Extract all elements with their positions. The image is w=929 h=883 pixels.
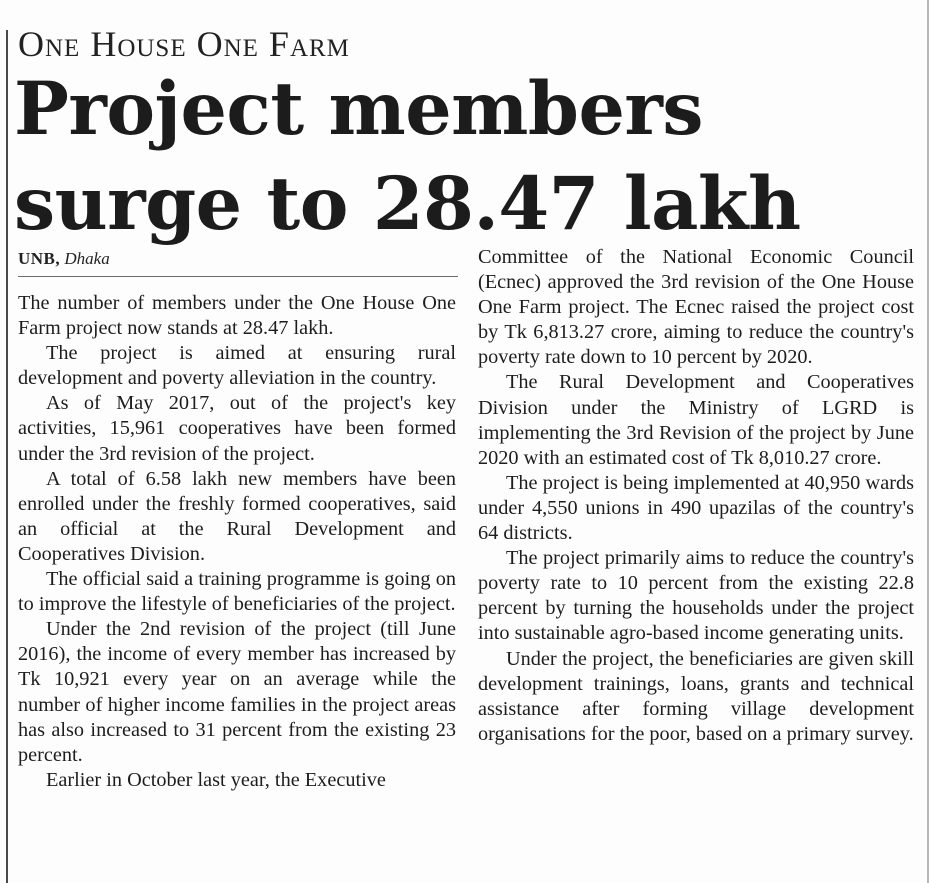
kicker: One House One Farm xyxy=(18,24,350,64)
paragraph: The project primarily aims to reduce the country's poverty rate to 10 percent from the existing 22.8 percent by turning the households under the project into sustainable agro-based income generating units. xyxy=(478,547,914,645)
left-border-rule xyxy=(6,30,8,883)
byline-rule xyxy=(18,276,458,277)
paragraph: Committee of the National Economic Council (Ecnec) approved the 3rd revision of the One House One Farm project. The Ecnec raised the project cost by Tk 6,813.27 crore, aiming to reduce the country's poverty rate down to 10 percent by 2020. xyxy=(478,246,914,369)
paragraph: As of May 2017, out of the project's key activities, 15,961 cooperatives have been formed under the 3rd revision of the project. xyxy=(18,392,456,465)
paragraph: The Rural Development and Cooperatives Division under the Ministry of LGRD is implementing the 3rd Revision of the project by June 2020 with an estimated cost of Tk 8,010.27 crore. xyxy=(478,371,914,469)
paragraph: Under the project, the beneficiaries are given skill development trainings, loans, grants and technical assistance after forming village development organisations for the poor, based on a primary survey. xyxy=(478,647,914,745)
paragraph: The project is being implemented at 40,950 wards under 4,550 unions in 490 upazilas of the country's 64 districts. xyxy=(478,471,914,545)
paragraph: A total of 6.58 lakh new members have been enrolled under the freshly formed cooperatives, said an official at the Rural Development and Cooperatives Division. xyxy=(18,467,456,565)
paragraph: Under the 2nd revision of the project (till June 2016), the income of every member has increased by Tk 10,921 every year on an average while the number of higher income families in the project areas has also increased to 31 percent from the existing 23 percent. xyxy=(18,618,456,766)
paragraph: The number of members under the One House One Farm project now stands at 28.47 lakh. xyxy=(18,292,456,340)
headline: Project members surge to 28.47 lakh xyxy=(14,66,801,247)
byline-agency: UNB, xyxy=(18,249,61,268)
article-column-left xyxy=(18,291,456,793)
paragraph: The official said a training programme is going on to improve the lifestyle of beneficiaries of the project. xyxy=(18,568,456,616)
paragraph: Earlier in October last year, the Executive xyxy=(46,768,386,791)
article-column-right xyxy=(478,245,914,747)
byline xyxy=(18,249,110,269)
byline-location: Dhaka xyxy=(64,249,110,268)
paragraph: The project is aimed at ensuring rural development and poverty alleviation in the country. xyxy=(18,342,456,390)
